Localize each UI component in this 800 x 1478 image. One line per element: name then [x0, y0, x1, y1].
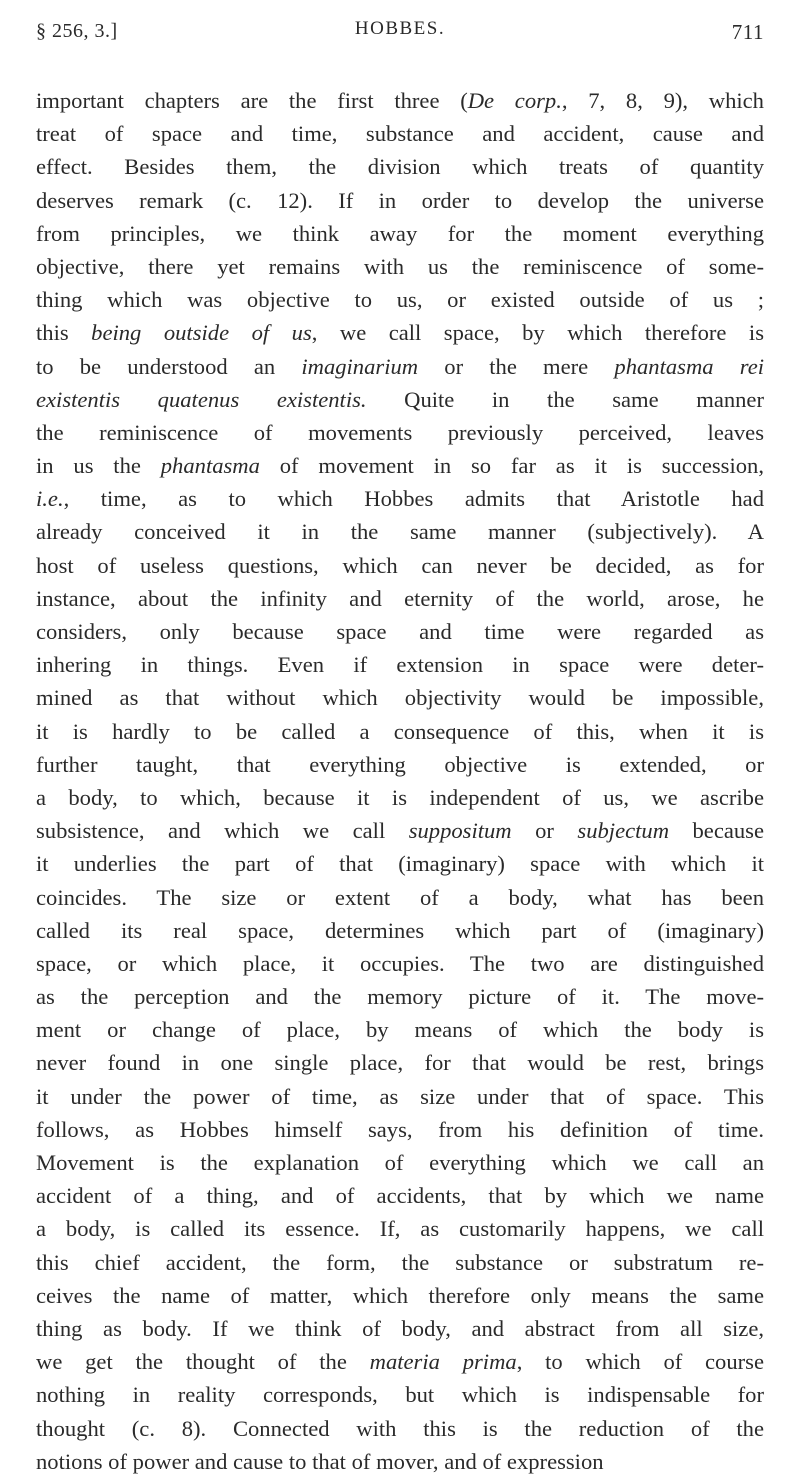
text-line: called its real space, determines which part of (imaginary)	[36, 917, 764, 943]
section-reference: § 256, 3.]	[36, 20, 118, 42]
text-line: follows, as Hobbes himself says, from his definition of time.	[36, 1116, 764, 1142]
text-line: it under the power of time, as size under that of space. This	[36, 1083, 764, 1109]
text-line: thing as body. If we think of body, and abstract from all size,	[36, 1315, 764, 1341]
text-line: a body, to which, because it is independent of us, we ascribe	[36, 784, 764, 810]
running-head	[36, 14, 764, 42]
text-line: thing which was objective to us, or existed outside of us ;	[36, 287, 764, 313]
text-line: existentis quatenus existentis. Quite in the same manner	[36, 386, 764, 412]
text-line: never found in one single place, for that would be rest, brings	[36, 1050, 764, 1076]
text-line: to be understood an imaginarium or the mere phantasma rei	[36, 353, 764, 379]
text-line: space, or which place, it occupies. The two are distinguished	[36, 950, 764, 976]
text-line: subsistence, and which we call suppositum or subjectum because	[36, 818, 764, 844]
text-line: a body, is called its essence. If, as customarily happens, we call	[36, 1216, 764, 1242]
text-line: further taught, that everything objective is extended, or	[36, 751, 764, 777]
text-line: deserves remark (c. 12). If in order to develop the universe	[36, 187, 764, 213]
chapter-title: HOBBES.	[354, 18, 446, 39]
text-line: notions of power and cause to that of mover, and of expression	[36, 1448, 604, 1474]
text-line: accident of a thing, and of accidents, that by which we name	[36, 1183, 764, 1209]
text-line: thought (c. 8). Connected with this is the reduction of the	[36, 1415, 764, 1441]
text-line: it underlies the part of that (imaginary) space with which it	[36, 851, 764, 877]
text-line: treat of space and time, substance and accident, cause and	[36, 121, 764, 147]
text-line: considers, only because space and time were regarded as	[36, 619, 764, 644]
text-line: as the perception and the memory picture of it. The move-	[36, 984, 764, 1010]
text-line: mined as that without which objectivity would be impossible,	[36, 685, 764, 711]
text-line: objective, there yet remains with us the reminiscence of some-	[36, 253, 764, 279]
text-line: already conceived it in the same manner (subjectively). A	[36, 519, 764, 545]
text-line: coincides. The size or extent of a body, what has been	[36, 884, 764, 910]
body-text	[36, 84, 764, 1478]
text-line: important chapters are the first three (De corp., 7, 8, 9), which	[36, 88, 764, 113]
text-line: effect. Besides them, the division which treats of quantity	[36, 154, 764, 180]
text-line: in us the phantasma of movement in so far as it is succession,	[36, 453, 764, 479]
text-line: instance, about the infinity and eternity of the world, arose, he	[36, 585, 764, 611]
text-line: this being outside of us, we call space, by which therefore is	[36, 320, 764, 346]
text-line: inhering in things. Even if extension in space were deter-	[36, 652, 764, 678]
text-line: the reminiscence of movements previously perceived, leaves	[36, 419, 764, 445]
text-line: this chief accident, the form, the substance or substratum re-	[36, 1249, 764, 1275]
text-line: from principles, we think away for the moment everything	[36, 220, 764, 246]
text-line: it is hardly to be called a consequence of this, when it is	[36, 718, 764, 744]
text-line: Movement is the explanation of everything which we call an	[36, 1150, 764, 1175]
text-line: we get the thought of the materia prima, to which of course	[36, 1349, 764, 1375]
text-line: ment or change of place, by means of which the body is	[36, 1017, 764, 1043]
text-line: nothing in reality corresponds, but which is indispensable for	[36, 1382, 764, 1408]
text-line: ceives the name of matter, which therefore only means the same	[36, 1282, 764, 1308]
text-line: host of useless questions, which can never be decided, as for	[36, 552, 764, 578]
page-number: 711	[731, 20, 764, 44]
text-line: i.e., time, as to which Hobbes admits that Aristotle had	[36, 486, 764, 512]
